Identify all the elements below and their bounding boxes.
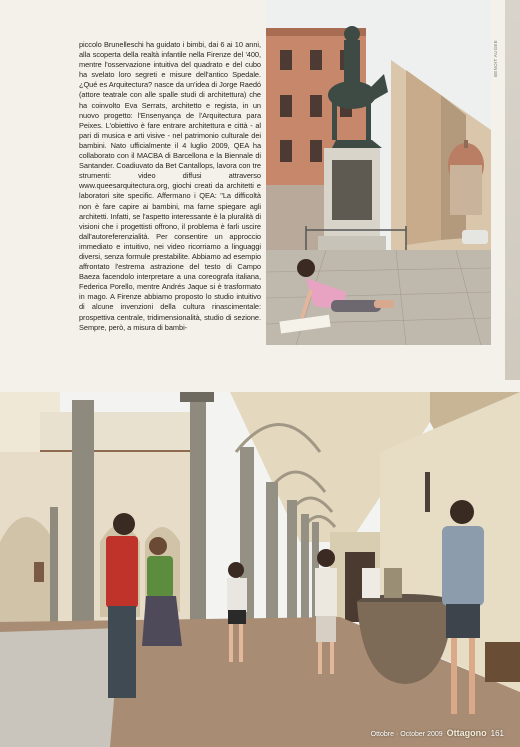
- page-number: 161: [490, 729, 504, 738]
- article-body: piccolo Brunelleschi ha guidato i bimbi, dai 6 ai 10 anni, alla scoperta della realtà infantile nella Firenze del '400, mentre l'osservazione intuitiva del quadrato e del cubo ha svelato loro segreti e misure dell'antico Spedale. ¿Qué es Arquitectura? nasce da un'idea di Jorge Raedó (attore teatrale con alle spalle studi di architettura) che ha coinvolto Eva Serrats, architetto e regista, in un nuovo progetto: l'Ensenyança de l'Arquitectura para Peixes. L'obiettivo è fare entrare architettura e città - al pari di musica e arti visive - nel patrimonio culturale dei bambini. Nato ufficialmente il 4 luglio 2009, QEA ha collaborato con il MACBA di Barcellona e la Biennale di Santander. Coadiuvato da Bet Cantallops, lavora con tre strumenti: video diffusi attraverso www.queesarquitectura.org, giochi creati da architetti e laboratori site specific. Affermano i QEA: "La difficoltà non è fare capire ai bambini, ma farne spiegare agli architetti. Infatti, se l'aspetto interessante è la pluralità di visioni che i progettisti offrono, il problema è farli uscire dall'autoreferenzialità. Per consentire un approccio immediato e intuitivo, nei video ricorriamo a linguaggi diversi, senza formule prestabilite. Abbiamo ad esempio affrontato l'estrema astrazione del testo di Campo Baeza facendolo interpretare a una coreografa italiana, Federica Porello, mentre Andrés Jaque si è trasformato in mago. A Firenze abbiamo proposto lo studio intuitivo di alcune invenzioni della cultura rinascimentale: prospettiva centrale, tridimensionalità, studio di sezione. Sempre, però, a misura di bambi-: [79, 40, 261, 332]
- loggia-illustration: [0, 392, 520, 747]
- magazine-name: Ottagono: [446, 728, 487, 738]
- page-footer: [371, 728, 504, 738]
- piazza-photo: [266, 0, 491, 345]
- loggia-photo: [0, 392, 520, 747]
- issue-date: Ottobre · October 2009: [370, 731, 443, 738]
- page-edge: [505, 0, 520, 380]
- piazza-illustration: [266, 0, 491, 345]
- photo-credit: BENOIT AUGEE: [493, 40, 498, 78]
